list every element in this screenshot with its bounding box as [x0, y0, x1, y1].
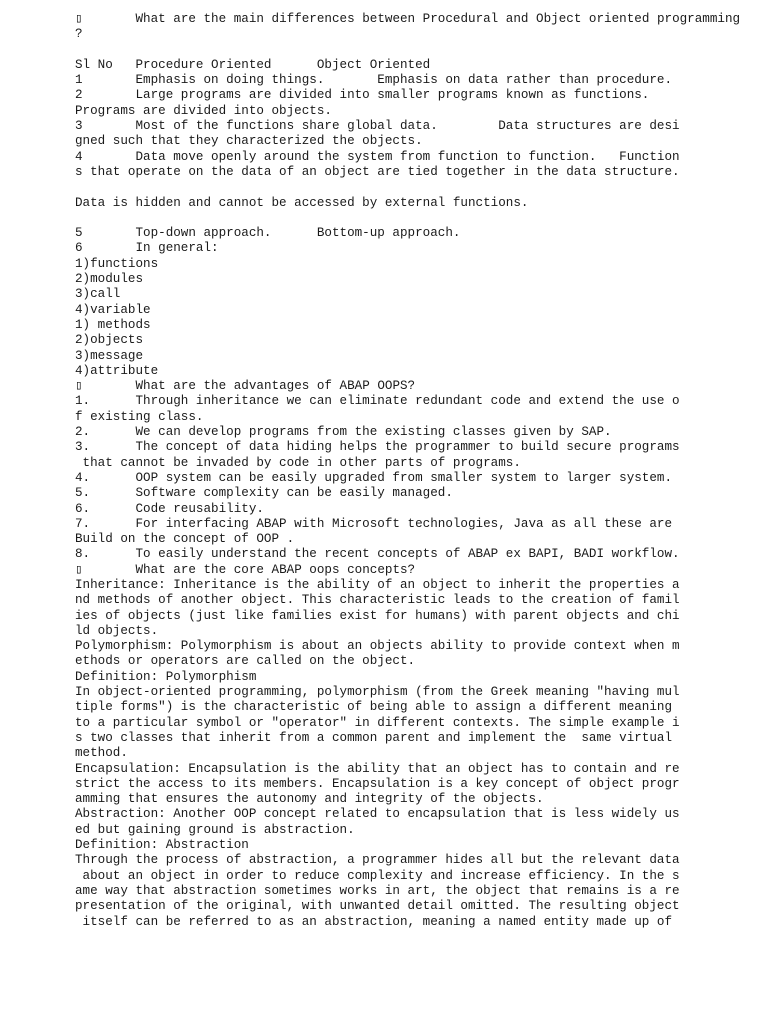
document-line: 3)message [75, 348, 144, 363]
document-line: f existing class. [75, 409, 204, 424]
document-line: Polymorphism: Polymorphism is about an objects ability to provide context when m [75, 639, 680, 654]
document-line: Data is hidden and cannot be accessed by external functions. [75, 195, 529, 210]
document-line: 2)objects [75, 333, 144, 348]
document-line: 5. Software complexity can be easily managed. [75, 486, 453, 501]
document-line: ? [75, 27, 83, 42]
document-line: Inheritance: Inheritance is the ability of an object to inherit the properties a [75, 577, 680, 592]
document-line: presentation of the original, with unwanted detail omitted. The resulting object [75, 899, 680, 914]
document-line: gned such that they characterized the objects. [75, 134, 423, 149]
document-line: Build on the concept of OOP . [75, 532, 295, 547]
document-line: 1 Emphasis on doing things. Emphasis on data rather than procedure. [75, 73, 673, 88]
document-line: 4. OOP system can be easily upgraded from smaller system to larger system. [75, 470, 673, 485]
document-line: Definition: Abstraction [75, 838, 249, 853]
document-line: to a particular symbol or "operator" in different contexts. The simple example i [75, 715, 680, 730]
document-line: 2. We can develop programs from the existing classes given by SAP. [75, 425, 612, 440]
document-line: ▯ What are the core ABAP oops concepts? [75, 562, 416, 577]
document-line: 1) methods [75, 317, 151, 332]
document-line [75, 211, 765, 226]
document-line: 7. For interfacing ABAP with Microsoft technologies, Java as all these are [75, 516, 673, 531]
document-line: Sl No Procedure Oriented Object Oriented [75, 57, 431, 72]
document-line: 2 Large programs are divided into smaller programs known as functions. [75, 88, 650, 103]
document-line: s that operate on the data of an object are tied together in the data structure. [75, 164, 680, 179]
document-line: 4)attribute [75, 363, 159, 378]
document-line: Abstraction: Another OOP concept related to encapsulation that is less widely us [75, 807, 680, 822]
document-line: ld objects. [75, 623, 159, 638]
document-line: ethods or operators are called on the object. [75, 654, 416, 669]
document-line: nd methods of another object. This characteristic leads to the creation of famil [75, 593, 680, 608]
document-line: tiple forms") is the characteristic of being able to assign a different meaning [75, 700, 673, 715]
document-line: ame way that abstraction sometimes works in art, the object that remains is a re [75, 883, 680, 898]
document-line: 3. The concept of data hiding helps the programmer to build secure programs [75, 440, 680, 455]
document-line: 4)variable [75, 302, 151, 317]
document-line: 3 Most of the functions share global data. Data structures are desi [75, 119, 680, 134]
document-line: that cannot be invaded by code in other parts of programs. [75, 455, 521, 470]
document-line: ies of objects (just like families exist for humans) with parent objects and chi [75, 608, 680, 623]
document-line: Encapsulation: Encapsulation is the ability that an object has to contain and re [75, 761, 680, 776]
document-line: ▯ What are the main differences between Procedural and Object oriented programming [75, 12, 741, 26]
document-line: 1)functions [75, 256, 159, 271]
document-line: Definition: Polymorphism [75, 669, 257, 684]
document-line: strict the access to its members. Encapsulation is a key concept of object progr [75, 776, 680, 791]
document-line: 5 Top-down approach. Bottom-up approach. [75, 226, 461, 241]
document-line [75, 180, 765, 195]
document-line: itself can be referred to as an abstraction, meaning a named entity made up of [75, 914, 673, 929]
document-line: 2)modules [75, 272, 144, 287]
document-line: Through the process of abstraction, a programmer hides all but the relevant data [75, 853, 680, 868]
document-line: method. [75, 746, 128, 761]
document-line: amming that ensures the autonomy and integrity of the objects. [75, 792, 544, 807]
document-line: Programs are divided into objects. [75, 103, 332, 118]
document-line: 8. To easily understand the recent concepts of ABAP ex BAPI, BADI workflow. [75, 547, 680, 562]
document-line: 4 Data move openly around the system from function to function. Function [75, 149, 680, 164]
document-line: 3)call [75, 287, 121, 302]
document-line: 1. Through inheritance we can eliminate redundant code and extend the use o [75, 394, 680, 409]
document-line: 6. Code reusability. [75, 501, 264, 516]
document-line: about an object in order to reduce complexity and increase efficiency. In the s [75, 868, 680, 883]
document-line: In object-oriented programming, polymorphism (from the Greek meaning "having mul [75, 685, 680, 700]
document-line: 6 In general: [75, 241, 219, 256]
document-body [75, 12, 765, 930]
document-line: ▯ What are the advantages of ABAP OOPS? [75, 379, 416, 394]
document-line: s two classes that inherit from a common parent and implement the same virtual [75, 730, 673, 745]
document-line [75, 43, 765, 58]
document-line: ed but gaining ground is abstraction. [75, 822, 355, 837]
